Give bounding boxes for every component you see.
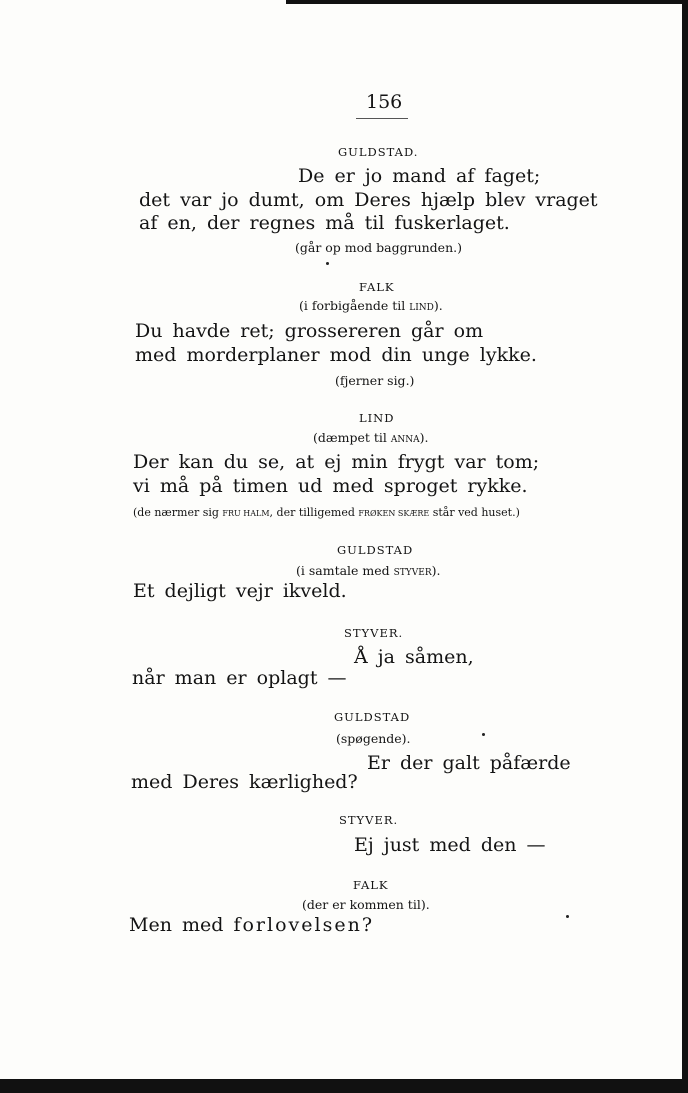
verse-line: Du havde ret; grossereren går om (135, 320, 484, 342)
stage-direction: (de nærmer sig FRU HALM, der tilligemed FRØKEN SKÆRE står ved huset.) (133, 506, 520, 519)
verse-line: Å ja såmen, (354, 646, 474, 668)
verse-line: Et dejligt vejr ikveld. (133, 580, 347, 602)
verse-line: Ej just med den — (354, 834, 546, 856)
stage-direction: (i samtale med STYVER). (296, 563, 441, 578)
speaker-name: STYVER. (339, 813, 399, 827)
page-number: 156 (366, 91, 403, 113)
scan-border-top (286, 0, 688, 4)
verse-line: af en, der regnes må til fuskerlaget. (139, 212, 510, 234)
verse-line: det var jo dumt, om Deres hjælp blev vraget (139, 189, 598, 211)
verse-line: Men med forlovelsen? (129, 914, 372, 936)
verse-line: Er der galt påfærde (367, 752, 571, 774)
scan-speck (482, 733, 485, 736)
stage-direction: (spøgende). (336, 731, 411, 746)
speaker-name: STYVER. (344, 626, 404, 640)
verse-line: med morderplaner mod din unge lykke. (135, 344, 537, 366)
speaker-name: GULDSTAD (337, 543, 414, 557)
verse-line: med Deres kærlighed? (131, 771, 358, 793)
speaker-name: FALK (353, 878, 389, 892)
speaker-name: GULDSTAD. (338, 145, 419, 159)
speaker-name: LIND (359, 411, 395, 425)
scan-speck (326, 262, 329, 265)
page-number-rule (356, 118, 408, 119)
scan-border-right (682, 0, 688, 1093)
verse-line: Der kan du se, at ej min frygt var tom; (133, 451, 540, 473)
stage-direction: (i forbigående til LIND). (299, 298, 443, 313)
speaker-name: FALK (359, 280, 395, 294)
scan-speck (566, 915, 569, 918)
stage-direction: (der er kommen til). (302, 897, 430, 912)
stage-direction: (dæmpet til ANNA). (313, 430, 429, 445)
speaker-name: GULDSTAD (334, 710, 411, 724)
verse-line: når man er oplagt — (132, 667, 347, 689)
verse-line: De er jo mand af faget; (298, 165, 541, 187)
scan-border-bottom (0, 1079, 688, 1093)
stage-direction: (fjerner sig.) (335, 373, 415, 388)
verse-line: vi må på timen ud med sproget rykke. (133, 475, 528, 497)
stage-direction: (går op mod baggrunden.) (295, 240, 462, 255)
